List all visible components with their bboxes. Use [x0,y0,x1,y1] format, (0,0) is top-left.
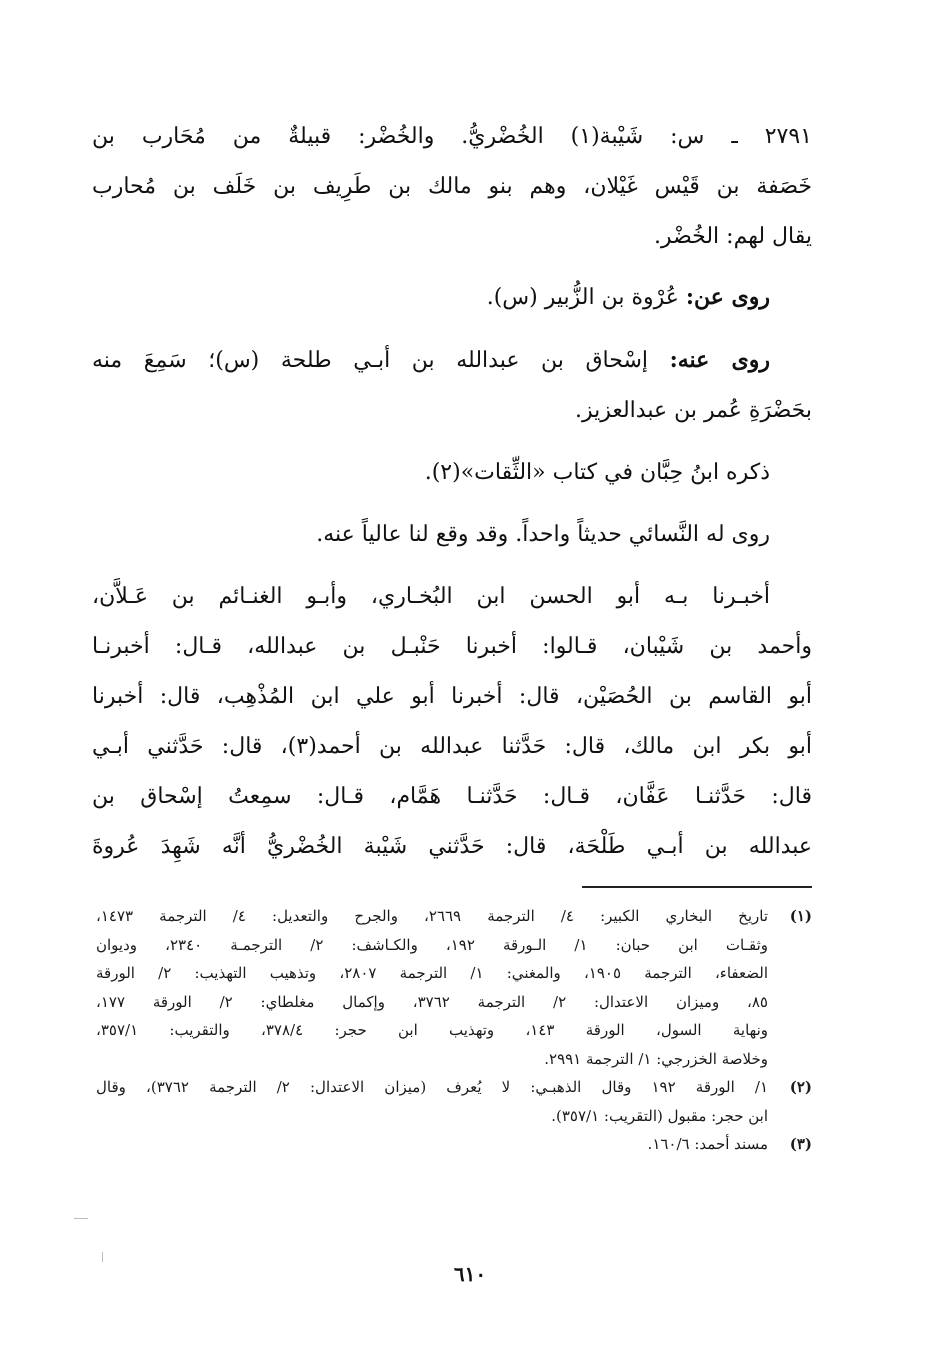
nasai-text: روى له النَّسائي حديثاً واحداً. وقد وقع لنا عالياً عنه. [316,522,770,547]
entry-line: يقال لهم: الخُضْر. [653,224,812,249]
footnote-number: (١) [789,907,812,925]
narrators-line [92,335,812,386]
footnotes [96,902,812,1159]
footnote-separator [582,886,812,888]
footnote-2 [96,1073,812,1130]
footnote-line: مسند أحمد: ١٦٠/٦. [647,1135,768,1153]
isnad-line: قال: حَدَّثنـا عَفَّان، قـال: حَدَّثنـا هَمَّام، قـال: سمِعتُ إسْحاق بن [92,784,812,809]
isnad-line: أبو القاسم بن الحُصَيْن، قال: أخبرنا أبو علي ابن المُذْهِب، قال: أخبرنا [92,684,812,709]
footnote-line: ٨٥، وميزان الاعتدال: ٢/ الترجمة ٣٧٦٢، وإكمال مغلطاي: ٢/ الورقة ١٧٧، [96,992,768,1011]
footnote-line: ونهاية السول، الورقة ١٤٣، وتهذيب ابن حجر: ٣٧٨/٤، والتقريب: ٣٥٧/١، [96,1021,768,1039]
footnote-1 [96,902,812,1073]
narrators-paragraph [92,335,812,436]
isnad-line: أبو بكر ابن مالك، قال: حَدَّثنا عبدالله بن أحمد(٣)، قال: حَدَّثني أبـي [92,734,812,759]
isnad-line: أخبـرنا بـه أبو الحسن ابن البُخـاري، وأبـو الغنـائم بن عَـلاَّن، [92,584,770,609]
isnad-line: وأحمد بن شَيْبان، قـالوا: أخبرنا حَنْبـل بن عبدالله، قـال: أخبرنـا [92,634,812,659]
entry-line: ٢٧٩١ ـ س: شَيْبة(١) الخُضْريُّ. والخُضْر: قبيلةٌ من مُحَارب بن [92,124,812,149]
footnote-line: تاريخ البخاري الكبير: ٤/ الترجمة ٢٦٦٩، والجرح والتعديل: ٤/ الترجمة ١٤٧٣، [96,907,769,925]
thiqat-text: ذكره ابنُ حِبَّان في كتاب «الثِّقات»(٢). [424,460,770,485]
isnad-line: عبدالله بن أبـي طَلْحَة، قال: حَدَّثني شَيْبة الخُضْريُّ أنَّه شَهِدَ عُروةَ [92,834,812,859]
footnote-line: الضعفاء، الترجمة ١٩٠٥، والمغني: ١/ الترجمة ٢٨٠٧، وتذهيب التهذيب: ٢/ الورقة [96,964,768,982]
footnote-number: (٢) [789,1078,812,1096]
narrated-from-text: عُرْوة بن الزُّبير (س). [486,285,679,310]
footnote-line: وثقـات ابن حبان: ١/ الـورقة ١٩٢، والكـاشف: ٢/ الترجمـة ٢٣٤٠، وديوان [96,935,768,954]
footnote-line: ابن حجر: مقبول (التقريب: ٣٥٧/١). [551,1106,768,1125]
scan-speck [74,1218,88,1219]
narrators-text: إسْحاق بن عبدالله بن أبـي طلحة (س)؛ سَمِعَ منه [92,348,649,373]
entry-line: خَصَفة بن قَيْس غَيْلان، وهم بنو مالك بن طَرِيف بن خَلَف بن مُحارب [92,174,812,199]
page-number: ٦١٠ [453,1262,487,1286]
scan-speck [102,1252,103,1262]
entry-heading-paragraph [92,112,812,262]
main-text [92,112,812,884]
narrators-line: بحَضْرَةِ عُمر بن عبدالعزيز. [574,398,812,423]
footnote-number: (٣) [789,1135,812,1153]
footnote-line: وخلاصة الخزرجي: ١/ الترجمة ٢٩٩١. [544,1049,768,1068]
isnad-paragraph [92,572,812,872]
footnote-line: ١/ الورقة ١٩٢ وقال الذهبـي: لا يُعرف (ميزان الاعتدال: ٢/ الترجمة ٣٧٦٢)، وقال [96,1078,768,1096]
nasai-paragraph [92,510,812,560]
narrated-from-paragraph [92,272,812,323]
footnote-3 [96,1130,812,1159]
narrators-label: روى عنه: [669,347,771,373]
narrated-from-label: روى عن: [685,284,770,310]
thiqat-paragraph [92,448,812,498]
